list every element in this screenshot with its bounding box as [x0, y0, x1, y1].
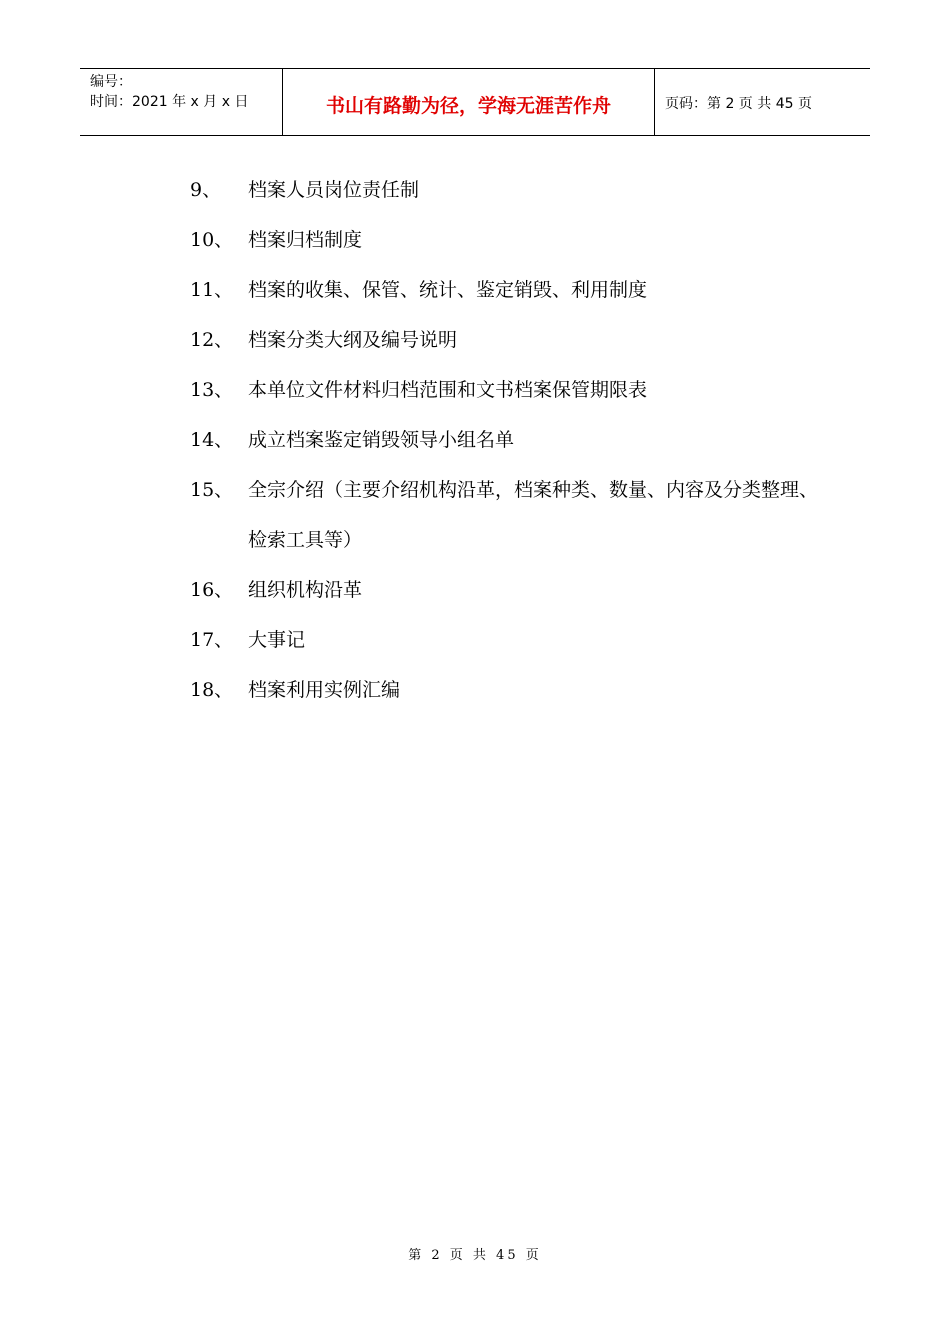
- list-item-text: 组织机构沿革: [248, 579, 363, 601]
- header-page-cell: [655, 69, 870, 135]
- list-item: [190, 415, 830, 465]
- list-item-text: 档案分类大纲及编号说明: [248, 329, 458, 351]
- list-item: [190, 565, 830, 615]
- list-item: [190, 465, 830, 565]
- list-item-number: 18、: [190, 679, 234, 701]
- list-item-text: 大事记: [248, 629, 306, 651]
- list-item-number: 9、: [190, 179, 222, 201]
- list-item: [190, 365, 830, 415]
- list-item: [190, 665, 830, 715]
- list-item-number: 13、: [190, 379, 234, 401]
- footer-page-number: 第 2 页 共 45 页: [408, 1248, 542, 1263]
- list-item-text: 成立档案鉴定销毁领导小组名单: [248, 429, 515, 451]
- document-time-label: 时间：2021 年 x 月 x 日: [90, 94, 249, 110]
- header-motto-cell: [282, 69, 655, 135]
- list-item: [190, 315, 830, 365]
- page-footer: [0, 1244, 950, 1263]
- list-item-number: 16、: [190, 579, 234, 601]
- document-number-label: 编号：: [90, 74, 132, 90]
- page-header: [80, 68, 870, 136]
- list-item-text: 全宗介绍（主要介绍机构沿革，档案种类、数量、内容及分类整理、检索工具等）: [248, 479, 819, 551]
- list-item-number: 11、: [190, 279, 234, 301]
- list-item: [190, 615, 830, 665]
- list-item-text: 档案归档制度: [248, 229, 363, 251]
- list-item: [190, 215, 830, 265]
- list-item: [190, 165, 830, 215]
- header-motto: 书山有路勤为径，学海无涯苦作舟: [325, 94, 611, 117]
- list-item-number: 14、: [190, 429, 234, 451]
- archive-document-list: [190, 165, 830, 715]
- list-item-number: 10、: [190, 229, 234, 251]
- list-item-number: 17、: [190, 629, 234, 651]
- header-page-info: 页码：第 2 页 共 45 页: [665, 96, 812, 112]
- list-item-text: 档案人员岗位责任制: [248, 179, 420, 201]
- list-item-number: 12、: [190, 329, 234, 351]
- header-meta-cell: [80, 69, 282, 135]
- list-item-text: 本单位文件材料归档范围和文书档案保管期限表: [248, 379, 648, 401]
- list-item-text: 档案的收集、保管、统计、鉴定销毁、利用制度: [248, 279, 648, 301]
- list-item: [190, 265, 830, 315]
- list-item-number: 15、: [190, 479, 234, 501]
- list-item-text: 档案利用实例汇编: [248, 679, 401, 701]
